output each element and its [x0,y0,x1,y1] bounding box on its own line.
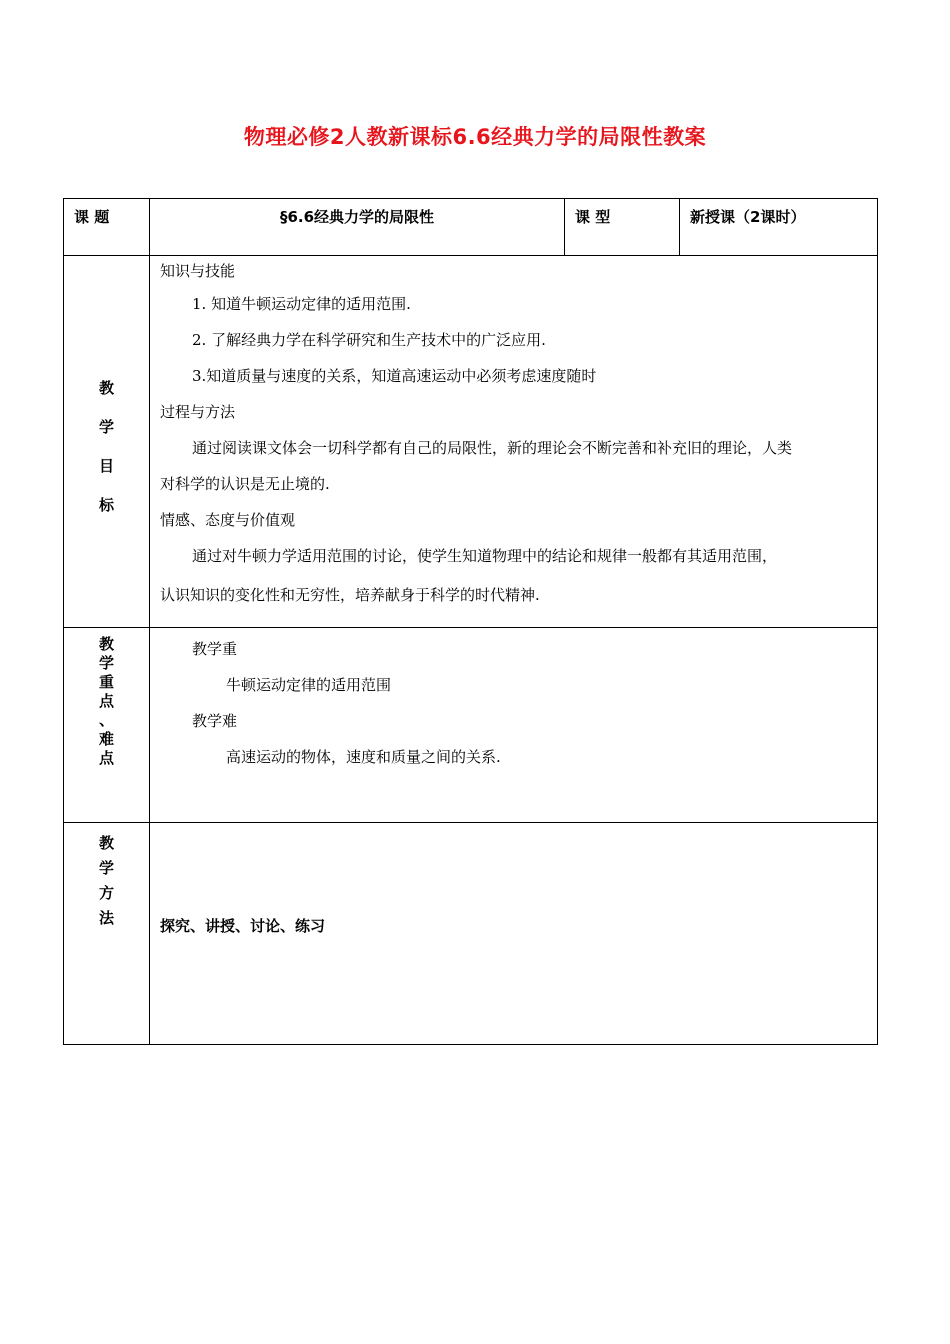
process-text: 对科学的认识是无止境的. [160,475,330,493]
knowledge-item: 2. 了解经典力学在科学研究和生产技术中的广泛应用. [192,331,546,349]
methods-label-char: 教 [98,834,114,852]
lesson-plan-table [63,198,878,1045]
objectives-label [64,256,150,628]
type-value: 新授课（2课时） [680,199,878,256]
type-label: 课 型 [565,199,680,256]
methods-label [64,823,150,1045]
keypoints-label-char: 教 [98,635,114,653]
key-heading: 教学重 [192,640,238,658]
objectives-label-char: 标 [98,496,114,514]
emotion-heading: 情感、态度与价值观 [160,511,296,529]
knowledge-item: 1. 知道牛顿运动定律的适用范围. [192,295,411,313]
objectives-content [150,256,878,628]
keypoints-label-char: 学 [98,654,114,672]
keypoints-label-char: 点 [98,749,114,767]
knowledge-heading: 知识与技能 [160,262,236,280]
header-row [64,199,878,256]
emotion-text: 认识知识的变化性和无穷性，培养献身于科学的时代精神. [160,586,540,604]
topic-label: 课 题 [64,199,150,256]
keypoints-label-char: 重 [98,673,114,691]
difficult-heading: 教学难 [192,712,238,730]
knowledge-item: 3.知道质量与速度的关系，知道高速运动中必须考虑速度随时 [192,367,597,385]
process-heading: 过程与方法 [160,403,236,421]
keypoints-label-char: 、 [98,711,114,729]
methods-label-char: 学 [98,859,114,877]
topic-value: §6.6经典力学的局限性 [150,199,565,256]
objectives-label-char: 教 [98,379,114,397]
document-title: 物理必修2人教新课标6.6经典力学的局限性教案 [243,125,707,149]
methods-row [64,823,878,1045]
difficult-text: 高速运动的物体，速度和质量之间的关系. [226,748,501,766]
objectives-label-char: 学 [98,418,114,436]
methods-content [150,823,878,1045]
objectives-label-char: 目 [98,457,114,475]
emotion-text: 通过对牛顿力学适用范围的讨论，使学生知道物理中的结论和规律一般都有其适用范围， [192,547,778,565]
key-text: 牛顿运动定律的适用范围 [226,676,392,694]
keypoints-label-char: 点 [98,692,114,710]
keypoints-content [150,628,878,823]
methods-label-char: 方 [98,884,114,902]
keypoints-row [64,628,878,823]
methods-label-char: 法 [98,909,114,927]
keypoints-label [64,628,150,823]
methods-text: 探究、讲授、讨论、练习 [160,917,326,935]
keypoints-label-char: 难 [98,730,114,748]
process-text: 通过阅读课文体会一切科学都有自己的局限性，新的理论会不断完善和补充旧的理论，人类 [192,439,793,457]
objectives-row [64,256,878,628]
